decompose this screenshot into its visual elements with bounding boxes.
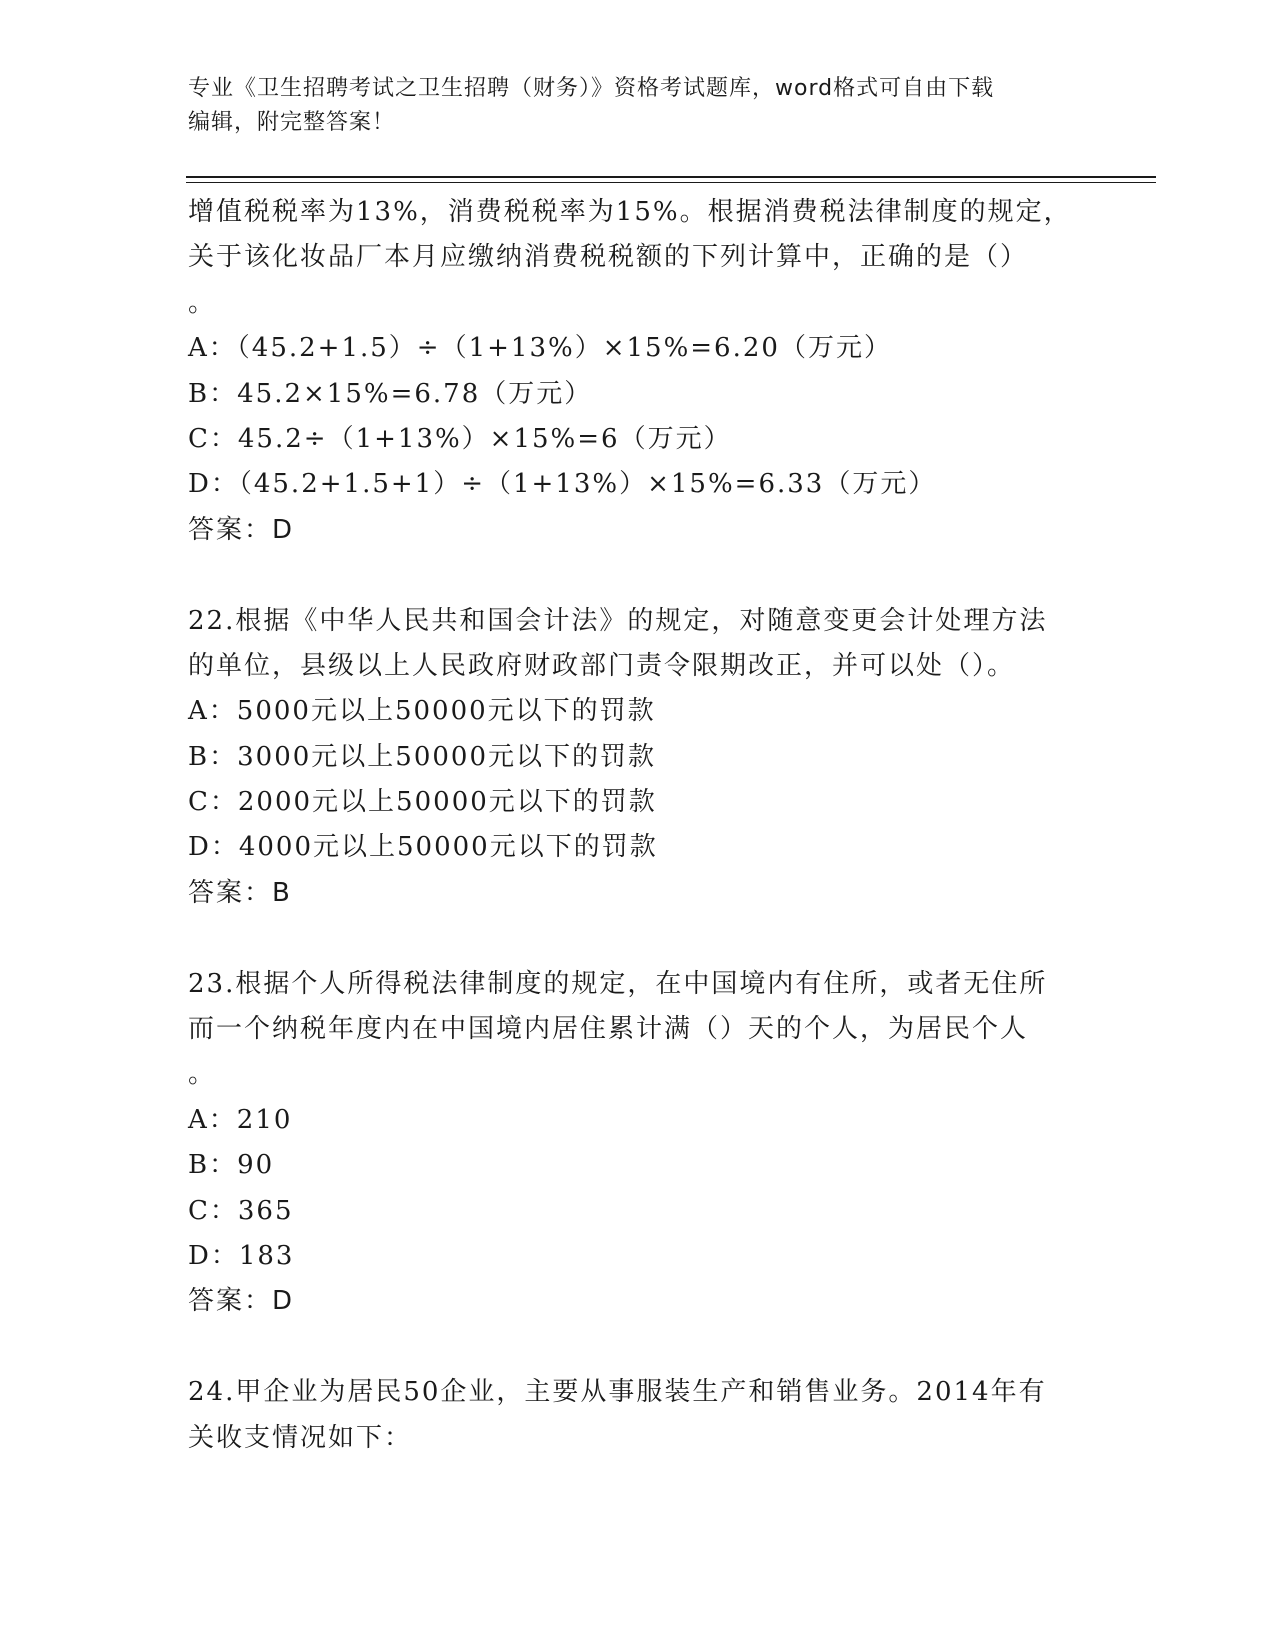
answer-line: 答案：D xyxy=(188,1286,295,1317)
question-21 xyxy=(188,190,1088,553)
spacer xyxy=(188,1325,1088,1370)
header-line-2: 编辑，附完整答案！ xyxy=(188,110,396,135)
option-a: A：（45.2+1.5）÷（1+13%）×15%=6.20（万元） xyxy=(188,333,892,364)
question-stem-line: 23.根据个人所得税法律制度的规定，在中国境内有住所，或者无住所 xyxy=(188,968,1048,999)
question-stem-line: 的单位，县级以上人民政府财政部门责令限期改正，并可以处（）。 xyxy=(188,650,1016,681)
header-divider-thick xyxy=(186,176,1156,178)
spacer xyxy=(188,916,1088,961)
option-b: B：3000元以上50000元以下的罚款 xyxy=(188,741,656,772)
option-d: D：4000元以上50000元以下的罚款 xyxy=(188,832,658,863)
option-b: B：45.2×15%=6.78（万元） xyxy=(188,378,593,409)
option-a: A：5000元以上50000元以下的罚款 xyxy=(188,696,656,727)
option-c: C：2000元以上50000元以下的罚款 xyxy=(188,787,657,818)
question-stem-line: 24.甲企业为居民50企业，主要从事服装生产和销售业务。2014年有 xyxy=(188,1377,1047,1408)
header-line-1: 专业《卫生招聘考试之卫生招聘（财务）》资格考试题库，word格式可自由下载 xyxy=(188,76,995,101)
document-body xyxy=(188,190,1088,1461)
header-divider-thin xyxy=(186,182,1156,183)
option-a: A：210 xyxy=(188,1104,293,1135)
question-22 xyxy=(188,599,1088,917)
question-stem-line: 增值税税率为13%，消费税税率为15%。根据消费税法律制度的规定， xyxy=(188,197,1072,227)
answer-line: 答案：D xyxy=(188,514,295,545)
spacer xyxy=(188,553,1088,598)
option-b: B：90 xyxy=(188,1150,275,1181)
question-stem-line: 而一个纳税年度内在中国境内居住累计满（）天的个人，为居民个人 xyxy=(188,1014,1029,1045)
question-24 xyxy=(188,1370,1088,1461)
option-d: D：183 xyxy=(188,1240,295,1271)
option-c: C：45.2÷（1+13%）×15%=6（万元） xyxy=(188,423,732,454)
document-header xyxy=(188,72,1068,140)
question-stem-line: 22.根据《中华人民共和国会计法》的规定，对随意变更会计处理方法 xyxy=(188,605,1048,636)
answer-line: 答案：B xyxy=(188,877,292,908)
option-d: D：（45.2+1.5+1）÷（1+13%）×15%=6.33（万元） xyxy=(188,469,937,500)
option-c: C：365 xyxy=(188,1195,294,1226)
question-stem-line: 关于该化妆品厂本月应缴纳消费税税额的下列计算中，正确的是（） xyxy=(188,242,1029,273)
question-stem-line: 关收支情况如下： xyxy=(188,1422,413,1453)
question-23 xyxy=(188,962,1088,1325)
question-stem-line: 。 xyxy=(188,1059,217,1090)
question-stem-line: 。 xyxy=(188,287,217,318)
